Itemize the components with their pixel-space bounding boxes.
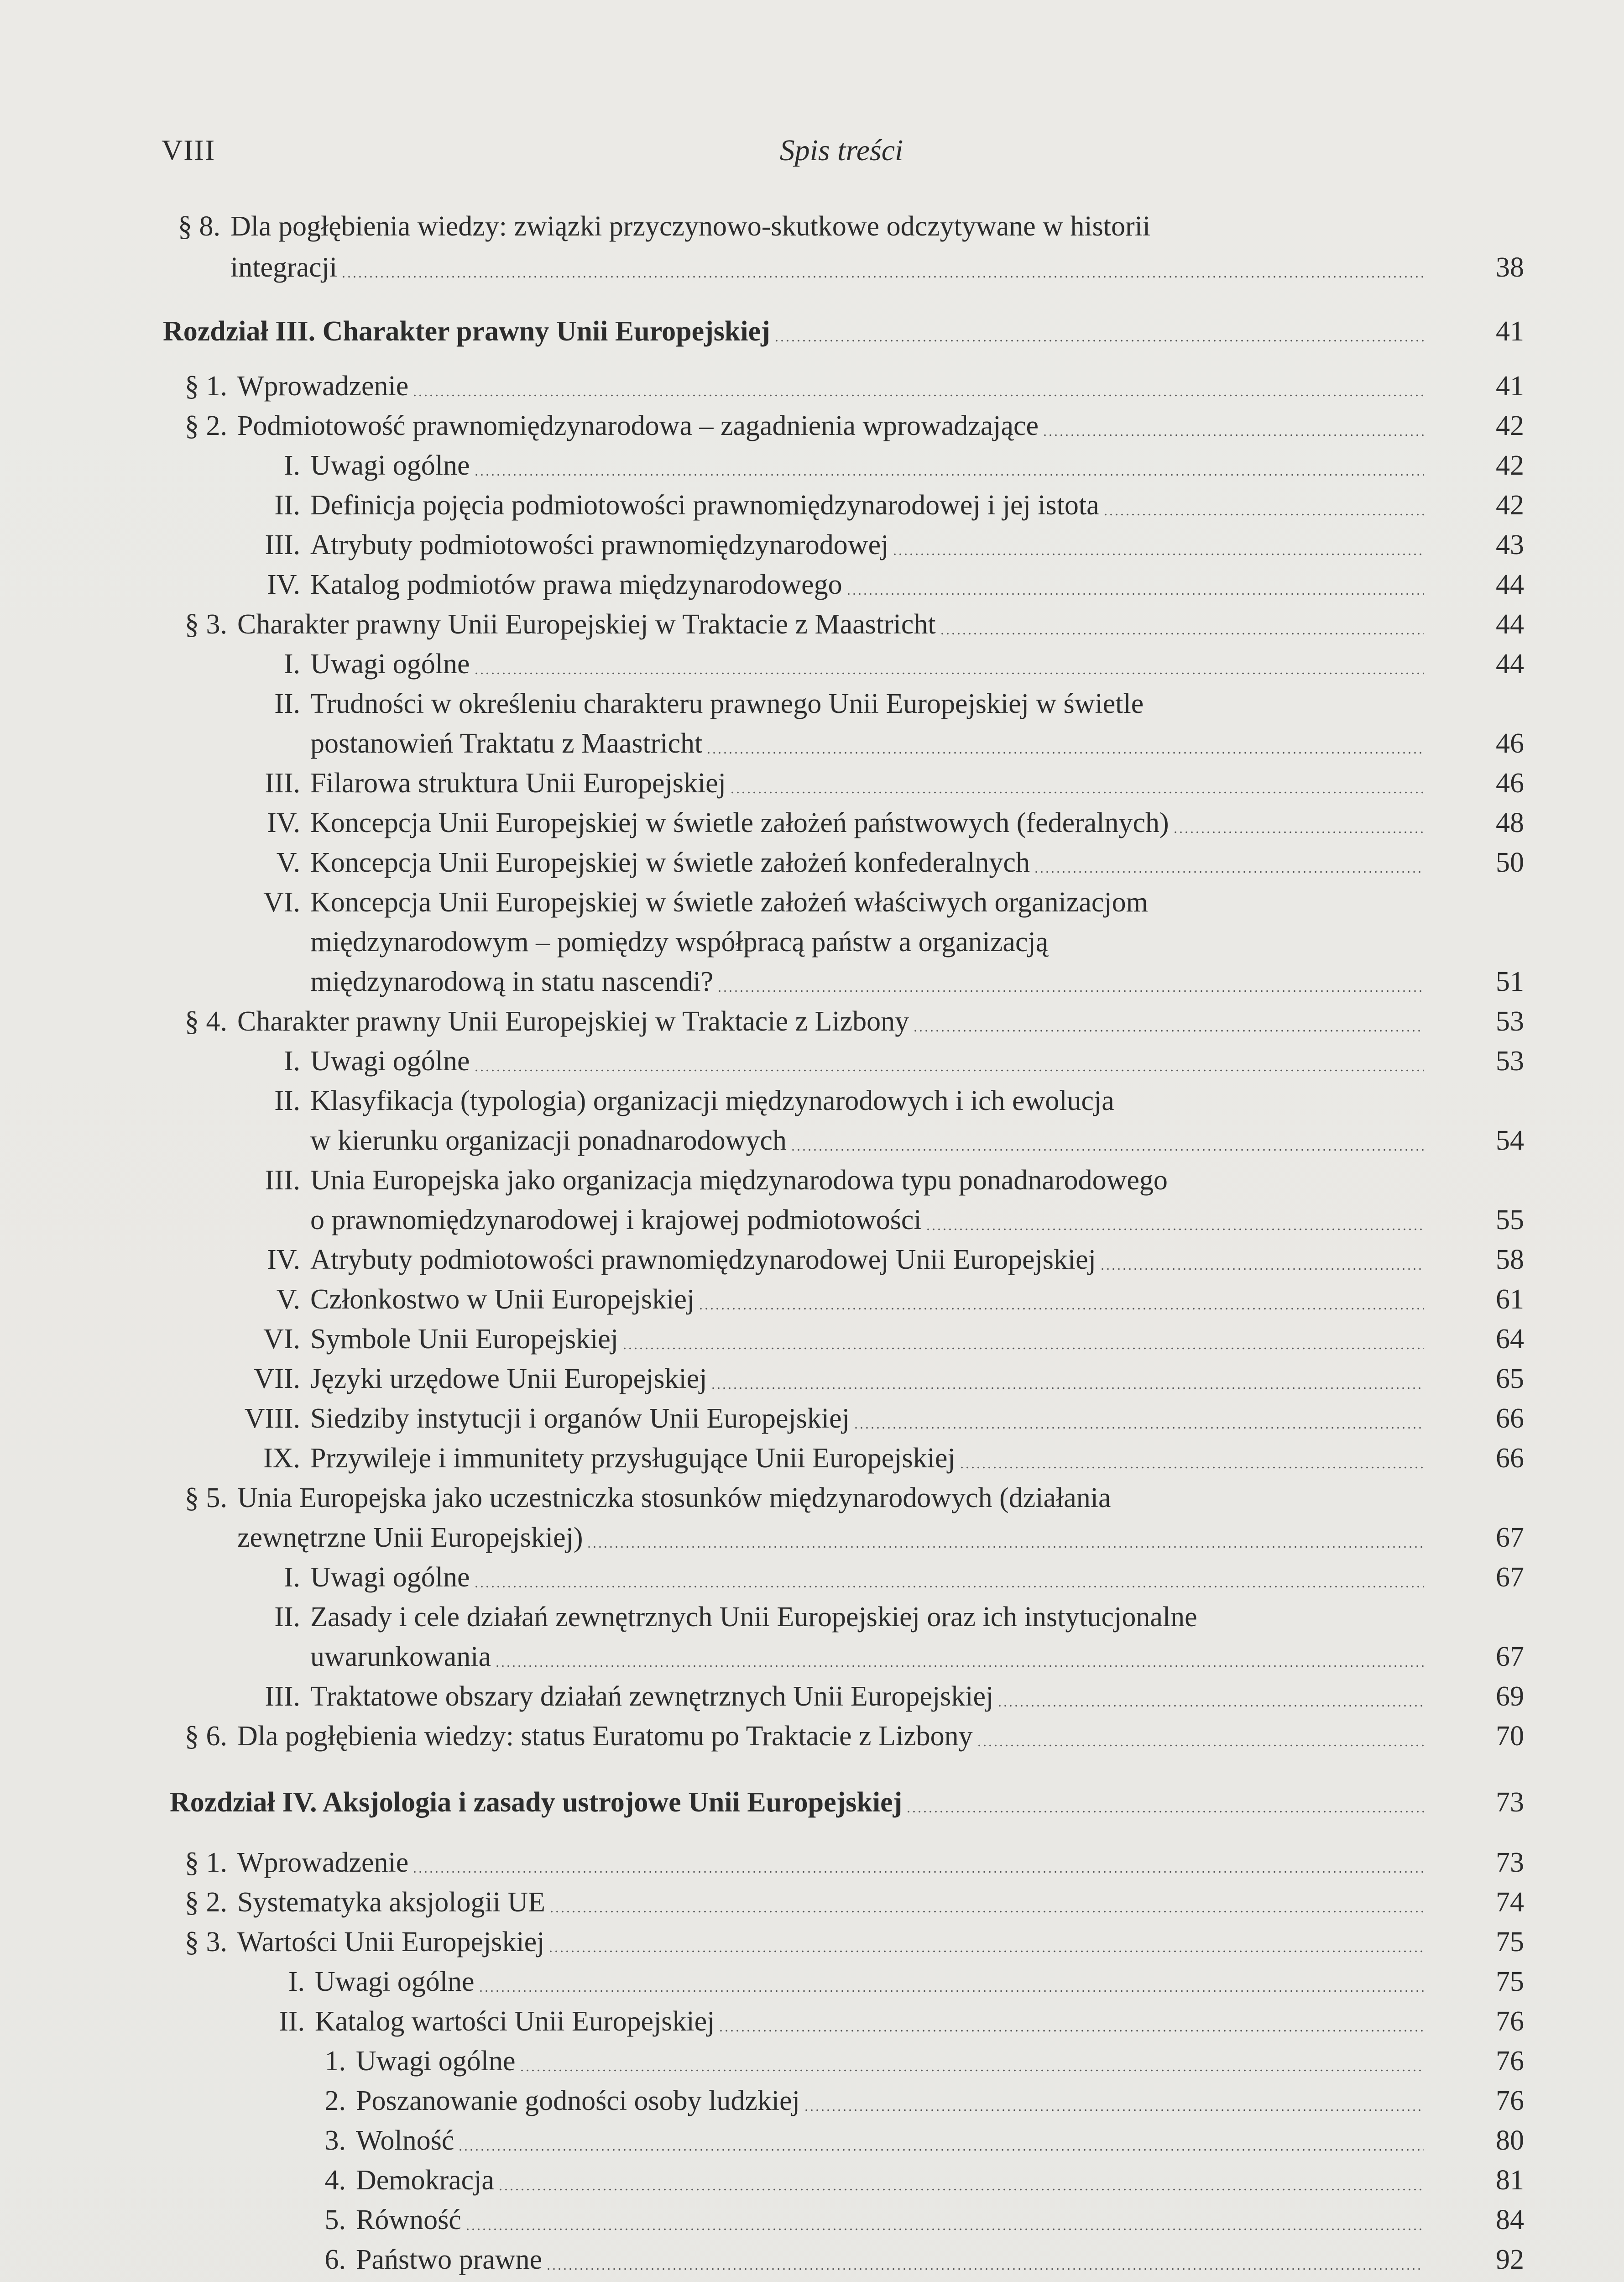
toc-entry[interactable] bbox=[0, 1241, 1624, 1278]
toc-entry-number: § 2. bbox=[185, 410, 227, 441]
toc-page-number: 66 bbox=[1496, 1443, 1524, 1474]
toc-entry[interactable] bbox=[0, 923, 1624, 961]
dot-leader bbox=[474, 447, 1424, 484]
page-number: VIII bbox=[162, 134, 216, 166]
toc-page-number: 69 bbox=[1496, 1681, 1524, 1712]
toc-page-number: 76 bbox=[1496, 2046, 1524, 2077]
toc-entry-number: 6. bbox=[324, 2244, 346, 2275]
toc-entry-number: II. bbox=[274, 490, 300, 521]
toc-page-number: 58 bbox=[1496, 1244, 1524, 1275]
toc-page-number: 44 bbox=[1496, 609, 1524, 640]
toc-chapter[interactable] bbox=[0, 313, 1624, 350]
toc-entry-number: § 3. bbox=[185, 1926, 227, 1957]
toc-entry-title: uwarunkowania bbox=[310, 1641, 491, 1672]
toc-entry-title: Wprowadzenie bbox=[237, 371, 409, 402]
toc-page-number: 73 bbox=[1496, 1847, 1524, 1878]
dot-leader bbox=[853, 1400, 1424, 1437]
toc-entry-number: III. bbox=[265, 768, 300, 799]
toc-entry-title: zewnętrzne Unii Europejskiej) bbox=[237, 1522, 583, 1553]
dot-leader bbox=[940, 606, 1424, 643]
toc-entry-title: Filarowa struktura Unii Europejskiej bbox=[310, 768, 726, 799]
toc-entry[interactable] bbox=[0, 2003, 1624, 2040]
toc-page-number: 50 bbox=[1496, 847, 1524, 878]
dot-leader bbox=[412, 1844, 1424, 1881]
dot-leader bbox=[1100, 1241, 1424, 1278]
dot-leader bbox=[548, 1923, 1424, 1961]
toc-entry-number: 2. bbox=[324, 2085, 346, 2116]
toc-entry-title: Unia Europejska jako organizacja międzynarodowa typu ponadnarodowego bbox=[310, 1165, 1168, 1196]
dot-leader bbox=[913, 1003, 1424, 1040]
dot-leader bbox=[698, 1281, 1424, 1318]
dot-leader bbox=[495, 1638, 1424, 1675]
toc-page-number: 44 bbox=[1496, 569, 1524, 600]
dot-leader bbox=[498, 2162, 1424, 2199]
toc-entry-number: § 1. bbox=[185, 371, 227, 402]
toc-entry-number: V. bbox=[276, 847, 300, 878]
toc-entry[interactable] bbox=[0, 2042, 1624, 2080]
toc-entry[interactable] bbox=[0, 1519, 1624, 1556]
toc-entry-number: VIII. bbox=[244, 1403, 300, 1434]
toc-entry[interactable] bbox=[0, 2162, 1624, 2199]
toc-entry-title: Języki urzędowe Unii Europejskiej bbox=[310, 1363, 707, 1394]
toc-entry-title: Wolność bbox=[356, 2125, 454, 2156]
toc-page-number: 67 bbox=[1496, 1562, 1524, 1593]
toc-entry-title: Uwagi ogólne bbox=[310, 1562, 470, 1593]
toc-entry[interactable] bbox=[0, 2082, 1624, 2120]
toc-entry-title: Równość bbox=[356, 2204, 461, 2235]
toc-entry-number: § 1. bbox=[185, 1847, 227, 1878]
toc-entry[interactable] bbox=[0, 1884, 1624, 1921]
toc-page-number: 53 bbox=[1496, 1046, 1524, 1077]
dot-leader bbox=[717, 963, 1424, 1000]
toc-page-number: 73 bbox=[1496, 1787, 1524, 1818]
toc-entry-number: § 8. bbox=[178, 211, 220, 242]
toc-entry-title: Dla pogłębienia wiedzy: status Euratomu po Traktacie z Lizbony bbox=[237, 1721, 973, 1752]
toc-entry-title: Uwagi ogólne bbox=[356, 2046, 516, 2077]
toc-entry-title: Wprowadzenie bbox=[237, 1847, 409, 1878]
toc-entry-title: Traktatowe obszary działań zewnętrznych Unii Europejskiej bbox=[310, 1681, 994, 1712]
toc-entry-number: I. bbox=[283, 649, 300, 680]
toc-entry-title: Trudności w określeniu charakteru prawnego Unii Europejskiej w świetle bbox=[310, 688, 1144, 719]
toc-entry[interactable] bbox=[0, 1320, 1624, 1358]
toc-entry-title: Dla pogłębienia wiedzy: związki przyczynowo-skutkowe odczytywane w historii bbox=[230, 211, 1151, 242]
toc-entry[interactable] bbox=[0, 2122, 1624, 2159]
toc-page-number: 80 bbox=[1496, 2125, 1524, 2156]
toc-page-number: 46 bbox=[1496, 768, 1524, 799]
dot-leader bbox=[412, 367, 1424, 405]
dot-leader bbox=[710, 1360, 1424, 1397]
toc-page-number: 61 bbox=[1496, 1284, 1524, 1315]
toc-page-number: 76 bbox=[1496, 2085, 1524, 2116]
toc-entry-number: I. bbox=[283, 1046, 300, 1077]
toc-entry-title: Koncepcja Unii Europejskiej w świetle założeń właściwych organizacjom bbox=[310, 887, 1148, 918]
dot-leader bbox=[1103, 487, 1424, 524]
dot-leader bbox=[730, 764, 1424, 802]
toc-entry-title: Poszanowanie godności osoby ludzkiej bbox=[356, 2085, 800, 2116]
toc-entry[interactable] bbox=[0, 1042, 1624, 1080]
toc-entry-title: Systematyka aksjologii UE bbox=[237, 1887, 546, 1918]
toc-entry[interactable] bbox=[0, 1923, 1624, 1961]
toc-entry-title: Unia Europejska jako uczestniczka stosunków międzynarodowych (działania bbox=[237, 1482, 1111, 1513]
toc-entry-title: Przywileje i immunitety przysługujące Unii Europejskiej bbox=[310, 1443, 956, 1474]
toc-page-number: 38 bbox=[1496, 252, 1524, 283]
toc-entry-number: § 4. bbox=[185, 1006, 227, 1037]
dot-leader bbox=[474, 1559, 1424, 1596]
toc-page-number: 42 bbox=[1496, 450, 1524, 481]
toc-entry-title: w kierunku organizacji ponadnarodowych bbox=[310, 1125, 787, 1156]
toc-page-number: 67 bbox=[1496, 1641, 1524, 1672]
dot-leader bbox=[718, 2003, 1424, 2040]
dot-leader bbox=[906, 1784, 1424, 1821]
toc-entry[interactable] bbox=[0, 804, 1624, 842]
toc-entry[interactable] bbox=[0, 1400, 1624, 1437]
toc-entry[interactable] bbox=[0, 1717, 1624, 1755]
toc-page-number: 44 bbox=[1496, 649, 1524, 680]
dot-leader bbox=[925, 1201, 1424, 1239]
toc-entry-number: IV. bbox=[267, 569, 300, 600]
toc-entry-title: Definicja pojęcia podmiotowości prawnomiędzynarodowej i jej istota bbox=[310, 490, 1099, 521]
toc-entry-title: Siedziby instytucji i organów Unii Europejskiej bbox=[310, 1403, 850, 1434]
toc-page-number: 92 bbox=[1496, 2244, 1524, 2275]
dot-leader bbox=[546, 2241, 1424, 2278]
toc-entry-number: § 5. bbox=[185, 1482, 227, 1513]
toc-entry-title: Zasady i cele działań zewnętrznych Unii Europejskiej oraz ich instytucjonalne bbox=[310, 1602, 1197, 1633]
toc-page-number: 55 bbox=[1496, 1204, 1524, 1235]
toc-chapter-title: Rozdział IV. Aksjologia i zasady ustrojowe Unii Europejskiej bbox=[170, 1787, 903, 1818]
toc-entry[interactable] bbox=[0, 844, 1624, 881]
toc-entry-title: Państwo prawne bbox=[356, 2244, 543, 2275]
toc-chapter[interactable] bbox=[0, 1784, 1624, 1821]
toc-entry-number: II. bbox=[279, 2006, 305, 2037]
dot-leader bbox=[586, 1519, 1424, 1556]
toc-page-number: 81 bbox=[1496, 2165, 1524, 2196]
toc-page-number: 76 bbox=[1496, 2006, 1524, 2037]
toc-entry-title: Uwagi ogólne bbox=[310, 450, 470, 481]
toc-page-number: 64 bbox=[1496, 1324, 1524, 1355]
toc-page-number: 46 bbox=[1496, 728, 1524, 759]
toc-entry-title: Symbole Unii Europejskiej bbox=[310, 1324, 619, 1355]
toc-entry[interactable] bbox=[0, 884, 1624, 921]
dot-leader bbox=[622, 1320, 1424, 1358]
toc-entry-title: Podmiotowość prawnomiędzynarodowa – zagadnienia wprowadzające bbox=[237, 410, 1039, 441]
dot-leader bbox=[959, 1439, 1424, 1477]
toc-entry-number: § 3. bbox=[185, 609, 227, 640]
toc-entry[interactable] bbox=[0, 764, 1624, 802]
dot-leader bbox=[1173, 804, 1424, 842]
toc-page-number: 41 bbox=[1496, 371, 1524, 402]
dot-leader bbox=[474, 1042, 1424, 1080]
toc-entry[interactable] bbox=[0, 2241, 1624, 2278]
dot-leader bbox=[706, 725, 1424, 762]
toc-entry-title: międzynarodową in statu nascendi? bbox=[310, 966, 714, 997]
toc-entry-number: IX. bbox=[263, 1443, 300, 1474]
dot-leader bbox=[846, 566, 1424, 603]
toc-entry-number: I. bbox=[283, 1562, 300, 1593]
toc-page-number: 75 bbox=[1496, 1926, 1524, 1957]
toc-entry[interactable] bbox=[0, 606, 1624, 643]
toc-entry[interactable] bbox=[0, 645, 1624, 683]
toc-entry-title: Członkostwo w Unii Europejskiej bbox=[310, 1284, 695, 1315]
toc-entry-number: § 2. bbox=[185, 1887, 227, 1918]
toc-chapter-title: Rozdział III. Charakter prawny Unii Europejskiej bbox=[163, 316, 770, 347]
toc-entry[interactable] bbox=[0, 1082, 1624, 1120]
toc-entry-number: 3. bbox=[324, 2125, 346, 2156]
toc-entry-number: III. bbox=[265, 529, 300, 560]
toc-entry[interactable] bbox=[0, 1162, 1624, 1199]
toc-entry-title: Koncepcja Unii Europejskiej w świetle założeń państwowych (federalnych) bbox=[310, 807, 1169, 838]
toc-entry[interactable] bbox=[0, 208, 1624, 245]
toc-entry[interactable] bbox=[0, 1638, 1624, 1675]
toc-entry[interactable] bbox=[0, 2201, 1624, 2239]
toc-entry[interactable] bbox=[0, 1201, 1624, 1239]
toc-page-number: 43 bbox=[1496, 529, 1524, 560]
toc-page-number: 41 bbox=[1496, 316, 1524, 347]
toc-entry[interactable] bbox=[0, 963, 1624, 1000]
toc-entry-number: VII. bbox=[254, 1363, 300, 1394]
toc-page-number: 42 bbox=[1496, 410, 1524, 441]
toc-entry[interactable] bbox=[0, 1360, 1624, 1397]
toc-page-number: 75 bbox=[1496, 1966, 1524, 1997]
toc-entry-number: II. bbox=[274, 688, 300, 719]
toc-entry-number: VI. bbox=[263, 887, 300, 918]
toc-entry[interactable] bbox=[0, 407, 1624, 445]
toc-entry-number: VI. bbox=[263, 1324, 300, 1355]
toc-entry-number: § 6. bbox=[185, 1721, 227, 1752]
toc-page-number: 42 bbox=[1496, 490, 1524, 521]
toc-entry-number: III. bbox=[265, 1681, 300, 1712]
dot-leader bbox=[774, 313, 1424, 350]
toc-page-number: 74 bbox=[1496, 1887, 1524, 1918]
toc-page-number: 51 bbox=[1496, 966, 1524, 997]
toc-entry[interactable] bbox=[0, 487, 1624, 524]
toc-entry-number: I. bbox=[283, 450, 300, 481]
toc-entry-number: II. bbox=[274, 1085, 300, 1116]
dot-leader bbox=[892, 526, 1424, 564]
toc-entry[interactable] bbox=[0, 1844, 1624, 1881]
toc-entry-number: V. bbox=[276, 1284, 300, 1315]
toc-entry[interactable] bbox=[0, 725, 1624, 762]
toc-entry-title: Charakter prawny Unii Europejskiej w Traktacie z Maastricht bbox=[237, 609, 936, 640]
toc-entry[interactable] bbox=[0, 1559, 1624, 1596]
toc-entry[interactable] bbox=[0, 367, 1624, 405]
toc-entry-title: międzynarodowym – pomiędzy współpracą państw a organizacją bbox=[310, 926, 1049, 958]
dot-leader bbox=[804, 2082, 1424, 2120]
toc-entry[interactable] bbox=[0, 1598, 1624, 1636]
toc-page-number: 67 bbox=[1496, 1522, 1524, 1553]
toc-entry[interactable] bbox=[0, 685, 1624, 722]
toc-entry-title: integracji bbox=[230, 252, 338, 283]
toc-entry-title: Atrybuty podmiotowości prawnomiędzynarodowej bbox=[310, 529, 889, 560]
dot-leader bbox=[465, 2201, 1424, 2239]
toc-entry-title: Katalog wartości Unii Europejskiej bbox=[315, 2006, 715, 2037]
toc-entry[interactable] bbox=[0, 1678, 1624, 1715]
toc-page-number: 84 bbox=[1496, 2204, 1524, 2235]
dot-leader bbox=[976, 1717, 1424, 1755]
toc-entry-title: Atrybuty podmiotowości prawnomiędzynarodowej Unii Europejskiej bbox=[310, 1244, 1096, 1275]
toc-entry-title: Koncepcja Unii Europejskiej w świetle założeń konfederalnych bbox=[310, 847, 1030, 878]
toc-entry-title: Uwagi ogólne bbox=[310, 1046, 470, 1077]
toc-page-number: 53 bbox=[1496, 1006, 1524, 1037]
dot-leader bbox=[997, 1678, 1424, 1715]
toc-entry-number: III. bbox=[265, 1165, 300, 1196]
toc-page-number: 66 bbox=[1496, 1403, 1524, 1434]
dot-leader bbox=[341, 249, 1424, 286]
toc-entry-title: Klasyfikacja (typologia) organizacji międzynarodowych i ich ewolucja bbox=[310, 1085, 1114, 1116]
toc-entry-number: 1. bbox=[324, 2046, 346, 2077]
toc-entry-number: IV. bbox=[267, 1244, 300, 1275]
toc-entry[interactable] bbox=[0, 1479, 1624, 1517]
toc-entry[interactable] bbox=[0, 249, 1624, 286]
toc-entry-title: Uwagi ogólne bbox=[310, 649, 470, 680]
toc-entry-number: IV. bbox=[267, 807, 300, 838]
toc-entry-title: postanowień Traktatu z Maastricht bbox=[310, 728, 703, 759]
toc-entry-title: Charakter prawny Unii Europejskiej w Traktacie z Lizbony bbox=[237, 1006, 909, 1037]
dot-leader bbox=[519, 2042, 1424, 2080]
dot-leader bbox=[474, 645, 1424, 683]
toc-entry[interactable] bbox=[0, 1281, 1624, 1318]
toc-page-number: 48 bbox=[1496, 807, 1524, 838]
toc-entry-title: Uwagi ogólne bbox=[315, 1966, 475, 1997]
toc-entry-title: Wartości Unii Europejskiej bbox=[237, 1926, 545, 1957]
toc-entry-title: Katalog podmiotów prawa międzynarodowego bbox=[310, 569, 842, 600]
dot-leader bbox=[458, 2122, 1424, 2159]
toc-entry-number: 4. bbox=[324, 2165, 346, 2196]
toc-entry-title: o prawnomiędzynarodowej i krajowej podmiotowości bbox=[310, 1204, 922, 1235]
dot-leader bbox=[478, 1963, 1424, 2000]
toc-entry[interactable] bbox=[0, 1003, 1624, 1040]
toc-entry[interactable] bbox=[0, 566, 1624, 603]
toc-page-number: 70 bbox=[1496, 1721, 1524, 1752]
toc-page-number: 54 bbox=[1496, 1125, 1524, 1156]
dot-leader bbox=[549, 1884, 1424, 1921]
toc-entry[interactable] bbox=[0, 1963, 1624, 2000]
dot-leader bbox=[1034, 844, 1424, 881]
toc-entry[interactable] bbox=[0, 1122, 1624, 1159]
toc-entry-number: I. bbox=[288, 1966, 305, 1997]
toc-entry-title: Demokracja bbox=[356, 2165, 494, 2196]
toc-entry-number: 5. bbox=[324, 2204, 346, 2235]
toc-page-number: 65 bbox=[1496, 1363, 1524, 1394]
toc-entry-number: II. bbox=[274, 1602, 300, 1633]
toc-entry[interactable] bbox=[0, 1439, 1624, 1477]
dot-leader bbox=[790, 1122, 1424, 1159]
running-title: Spis treści bbox=[779, 134, 903, 167]
toc-entry[interactable] bbox=[0, 447, 1624, 484]
toc-entry[interactable] bbox=[0, 526, 1624, 564]
dot-leader bbox=[1042, 407, 1424, 445]
